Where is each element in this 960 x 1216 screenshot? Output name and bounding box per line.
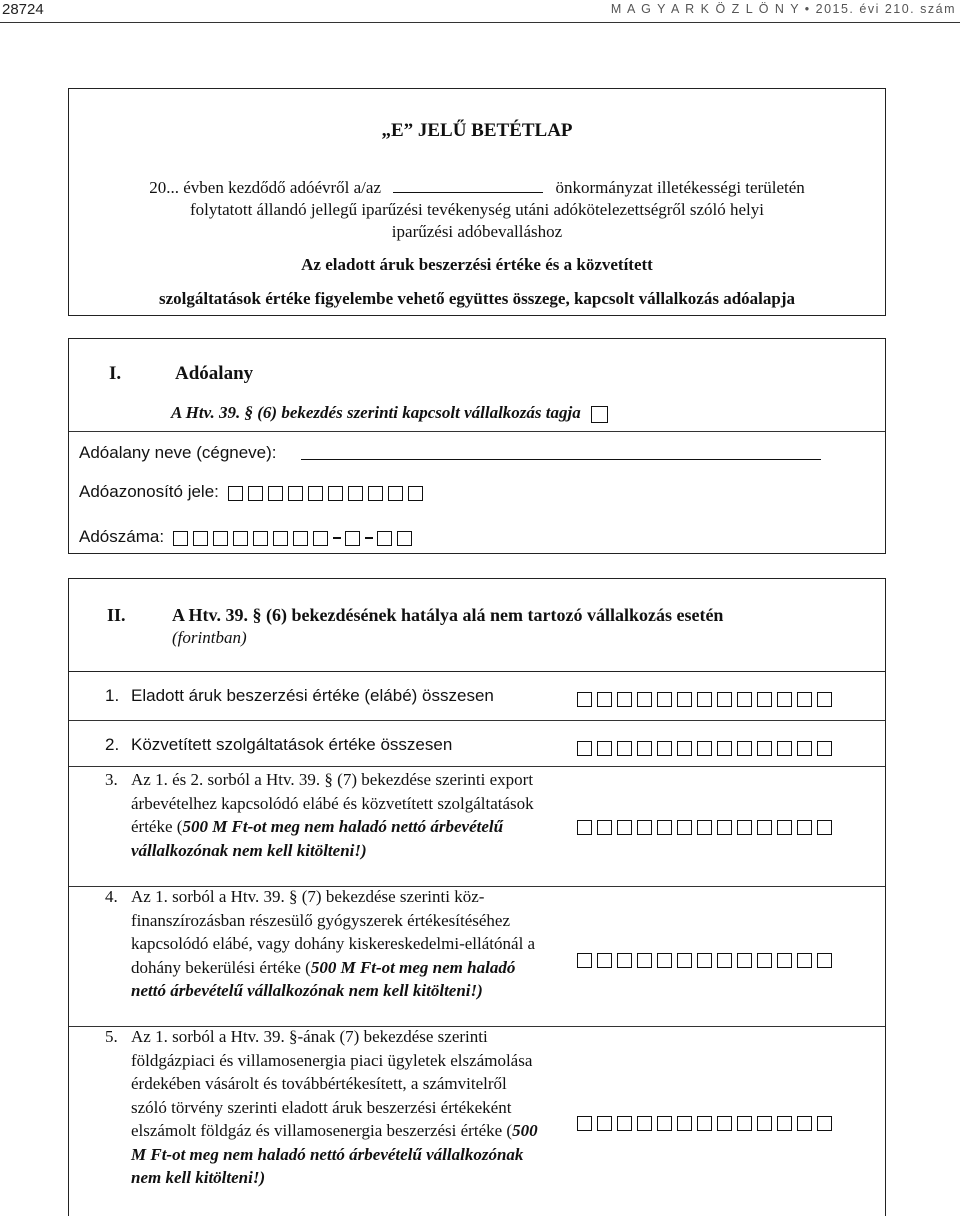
row-number: 3.	[105, 770, 118, 789]
digit-box[interactable]	[737, 820, 752, 835]
digit-box[interactable]	[368, 486, 383, 501]
amount-boxes[interactable]	[577, 818, 837, 836]
amount-boxes[interactable]	[577, 739, 837, 757]
digit-box[interactable]	[577, 692, 592, 707]
digit-box[interactable]	[657, 1116, 672, 1131]
section-1-number: I.	[109, 363, 122, 384]
digit-box[interactable]	[757, 820, 772, 835]
row-text: Az 1. sorból a Htv. 39. § (7) bekezdése szerinti köz-finanszírozásban részesülő gyógyszerek értékesítéséhez kapcsolódó elábé, vagy dohány kiskereskedelmi-ellátónál a dohány bekerülési értéke (	[131, 887, 536, 977]
row-text: Az 1. sorból a Htv. 39. §-ának (7) bekezdése szerinti földgázpiaci és villamosenergia piaci ügyletek elszámolása érdekében vásárolt és továbbértékesített, a számvitelről szóló törvény szerinti eladott áruk beszerzési értékeként elszámolt földgáz és villamosenergia beszerzési értéke (	[131, 1027, 533, 1140]
digit-box[interactable]	[697, 820, 712, 835]
digit-box[interactable]	[637, 741, 652, 756]
digit-box[interactable]	[797, 1116, 812, 1131]
name-label: Adóalany neve (cégneve):	[79, 443, 277, 462]
taxno-boxes[interactable]	[173, 528, 417, 548]
taxid-label: Adóazonosító jele:	[79, 482, 219, 501]
digit-box[interactable]	[777, 953, 792, 968]
page-number: 28724	[2, 1, 44, 18]
digit-box[interactable]	[313, 531, 328, 546]
row-text: Eladott áruk beszerzési értéke (elábé) összesen	[131, 686, 494, 705]
digit-box[interactable]	[757, 692, 772, 707]
digit-box[interactable]	[577, 953, 592, 968]
digit-box[interactable]	[737, 953, 752, 968]
digit-box[interactable]	[617, 741, 632, 756]
separator-dash	[365, 537, 373, 539]
row-divider	[69, 766, 885, 767]
digit-box[interactable]	[737, 692, 752, 707]
name-input-line[interactable]	[301, 459, 821, 460]
taxno-label: Adószáma:	[79, 527, 165, 546]
intro-line-3: iparűzési adóbevalláshoz	[391, 222, 563, 241]
digit-box[interactable]	[817, 1116, 832, 1131]
digit-box[interactable]	[288, 486, 303, 501]
digit-box[interactable]	[597, 953, 612, 968]
row-note: 500 M Ft-ot meg nem haladó nettó árbevételű vállalkozónak nem kell kitölteni!)	[131, 957, 516, 1000]
digit-box[interactable]	[377, 531, 392, 546]
taxno-row	[79, 527, 417, 548]
digit-box[interactable]	[213, 531, 228, 546]
digit-box[interactable]	[273, 531, 288, 546]
digit-box[interactable]	[617, 820, 632, 835]
amount-boxes[interactable]	[577, 690, 837, 708]
title-box	[68, 88, 886, 316]
htv-related-line	[171, 403, 613, 423]
digit-box[interactable]	[797, 692, 812, 707]
digit-box[interactable]	[268, 486, 283, 501]
digit-box[interactable]	[737, 1116, 752, 1131]
form-title: „E” JELŰ BETÉTLAP	[381, 120, 573, 141]
row-note: 500 M Ft-ot meg nem haladó nettó árbevételű vállalkozónak nem kell kitölteni!)	[131, 817, 504, 860]
digit-box[interactable]	[817, 692, 832, 707]
amount-boxes[interactable]	[577, 1114, 837, 1132]
digit-box[interactable]	[777, 820, 792, 835]
digit-box[interactable]	[308, 486, 323, 501]
row-text-block	[131, 768, 541, 862]
row-number: 5.	[105, 1027, 118, 1046]
intro-line-1-start: 20... évben kezdődő adóévről a/az	[149, 178, 382, 197]
digit-box[interactable]	[637, 1116, 652, 1131]
digit-box[interactable]	[677, 741, 692, 756]
digit-box[interactable]	[657, 741, 672, 756]
digit-box[interactable]	[677, 953, 692, 968]
taxid-row	[79, 482, 428, 503]
digit-box[interactable]	[617, 1116, 632, 1131]
digit-box[interactable]	[797, 953, 812, 968]
digit-box[interactable]	[408, 486, 423, 501]
digit-box[interactable]	[717, 692, 732, 707]
digit-box[interactable]	[253, 531, 268, 546]
digit-box[interactable]	[737, 741, 752, 756]
digit-box[interactable]	[577, 741, 592, 756]
intro-line-1	[69, 177, 885, 199]
digit-box[interactable]	[777, 1116, 792, 1131]
section-1-heading: Adóalany	[175, 363, 254, 384]
digit-box[interactable]	[577, 1116, 592, 1131]
digit-box[interactable]	[597, 741, 612, 756]
digit-box[interactable]	[677, 820, 692, 835]
digit-box[interactable]	[717, 1116, 732, 1131]
taxid-boxes[interactable]	[228, 483, 428, 503]
digit-box[interactable]	[248, 486, 263, 501]
amount-boxes[interactable]	[577, 951, 837, 969]
digit-box[interactable]	[717, 741, 732, 756]
digit-box[interactable]	[817, 741, 832, 756]
digit-box[interactable]	[577, 820, 592, 835]
row-note: 500 M Ft-ot meg nem haladó nettó árbevételű vállalkozónak nem kell kitölteni!)	[131, 1121, 538, 1187]
subtitle-line-2: szolgáltatások értéke figyelembe vehető együttes összege, kapcsolt vállalkozás adóalapja	[159, 289, 795, 308]
digit-box[interactable]	[328, 486, 343, 501]
digit-box[interactable]	[293, 531, 308, 546]
digit-box[interactable]	[597, 1116, 612, 1131]
intro-line-2: folytatott állandó jellegű iparűzési tevékenység utáni adókötelezettségről szóló helyi	[189, 200, 765, 219]
row-divider	[69, 720, 885, 721]
digit-box[interactable]	[345, 531, 360, 546]
digit-box[interactable]	[757, 741, 772, 756]
digit-box[interactable]	[697, 953, 712, 968]
intro-line-1-end: önkormányzat illetékességi területén	[555, 178, 805, 197]
row-text: Az 1. és 2. sorból a Htv. 39. § (7) bekezdése szerinti export árbevételhez kapcsolódó elábé és közvetített szolgáltatások értéke (	[131, 770, 534, 836]
digit-box[interactable]	[597, 692, 612, 707]
digit-box[interactable]	[193, 531, 208, 546]
digit-box[interactable]	[637, 820, 652, 835]
digit-box[interactable]	[677, 692, 692, 707]
digit-box[interactable]	[697, 1116, 712, 1131]
row-number: 4.	[105, 887, 118, 906]
digit-box[interactable]	[617, 953, 632, 968]
digit-box[interactable]	[597, 820, 612, 835]
page-header	[0, 0, 960, 23]
digit-box[interactable]	[388, 486, 403, 501]
row-number: 2.	[105, 735, 120, 754]
section-2-heading: A Htv. 39. § (6) bekezdésének hatálya alá nem tartozó vállalkozás esetén	[172, 605, 724, 625]
digit-box[interactable]	[657, 953, 672, 968]
section-1-divider	[69, 431, 885, 432]
publication-name: M A G Y A R K Ö Z L Ö N Y • 2015. évi 210. szám	[610, 2, 956, 16]
htv-related-text: A Htv. 39. § (6) bekezdés szerinti kapcsolt vállalkozás tagja	[171, 403, 581, 422]
digit-box[interactable]	[797, 820, 812, 835]
row-text-block	[131, 885, 541, 1003]
digit-box[interactable]	[397, 531, 412, 546]
subtitle-line-1: Az eladott áruk beszerzési értéke és a közvetített	[301, 255, 653, 274]
name-row	[79, 443, 277, 463]
rows-table	[68, 671, 886, 1216]
separator-dash	[333, 537, 341, 539]
section-2-unit: (forintban)	[172, 628, 247, 647]
digit-box[interactable]	[228, 486, 243, 501]
digit-box[interactable]	[777, 741, 792, 756]
digit-box[interactable]	[717, 820, 732, 835]
digit-box[interactable]	[757, 953, 772, 968]
digit-box[interactable]	[657, 692, 672, 707]
digit-box[interactable]	[817, 953, 832, 968]
row-text: Közvetített szolgáltatások értéke összesen	[131, 735, 453, 754]
digit-box[interactable]	[717, 953, 732, 968]
digit-box[interactable]	[637, 953, 652, 968]
related-enterprise-checkbox[interactable]	[591, 406, 608, 423]
row-number: 1.	[105, 686, 120, 705]
digit-box[interactable]	[757, 1116, 772, 1131]
row-text-block	[131, 1025, 546, 1190]
digit-box[interactable]	[697, 741, 712, 756]
section-2-number: II.	[107, 605, 126, 625]
municipality-blank[interactable]	[393, 178, 543, 193]
digit-box[interactable]	[797, 741, 812, 756]
digit-box[interactable]	[657, 820, 672, 835]
digit-box[interactable]	[817, 820, 832, 835]
digit-box[interactable]	[697, 692, 712, 707]
section-1-box	[68, 338, 886, 554]
digit-box[interactable]	[173, 531, 188, 546]
digit-box[interactable]	[637, 692, 652, 707]
digit-box[interactable]	[233, 531, 248, 546]
digit-box[interactable]	[677, 1116, 692, 1131]
digit-box[interactable]	[348, 486, 363, 501]
digit-box[interactable]	[617, 692, 632, 707]
digit-box[interactable]	[777, 692, 792, 707]
section-2-box	[68, 578, 886, 672]
